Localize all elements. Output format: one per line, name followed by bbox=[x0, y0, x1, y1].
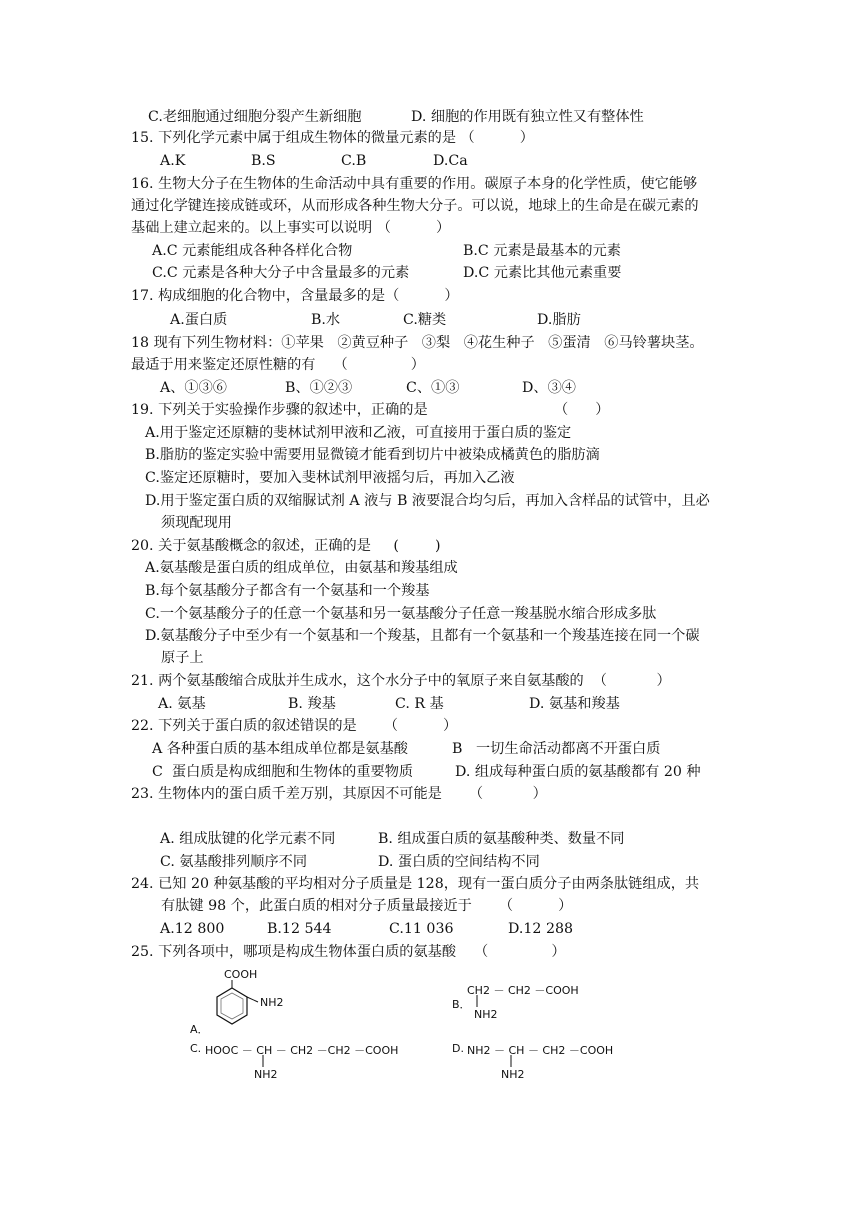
q25-b-label: B． bbox=[452, 998, 471, 1011]
q14-option-d: D. 细胞的作用既有独立性又有整体性 bbox=[411, 109, 644, 125]
q20-option-d: D.氨基酸分子中至少有一个氨基和一个羧基，且都有一个氨基和一个羧基连接在同一个碳 bbox=[145, 628, 700, 644]
q25-a-label: A． bbox=[190, 1023, 209, 1036]
q16-option-a: A.C 元素能组成各种各样化合物 bbox=[152, 243, 353, 259]
q19-option-d: D.用于鉴定蛋白质的双缩脲试剂 A 液与 B 液要混合均匀后，再加入含样品的试管中，且必 bbox=[145, 493, 710, 509]
q25-a-nh2: NH2 bbox=[260, 996, 284, 1009]
q18-line-2: 最适于用来鉴定还原性糖的有 （ ） bbox=[131, 357, 425, 373]
q22-option-a: A 各种蛋白质的基本组成单位都是氨基酸 bbox=[152, 741, 408, 757]
q16-option-d: D.C 元素比其他元素重要 bbox=[463, 265, 622, 281]
q24-option-c: C.11 036 bbox=[389, 921, 454, 937]
q25-b-chain: CH2 － CH2 －COOH bbox=[467, 984, 579, 997]
q20-option-c: C.一个氨基酸分子的任意一个氨基和另一氨基酸分子任意一羧基脱水缩合形成多肽 bbox=[145, 606, 657, 622]
benzene-ring-icon bbox=[200, 975, 270, 1035]
q25-c-label: C. bbox=[190, 1042, 205, 1055]
q21-option-a: A. 氨基 bbox=[158, 696, 206, 712]
q15-option-a: A.K bbox=[160, 153, 186, 169]
q25-c-chain: HOOC － CH － CH2 －CH2 －COOH bbox=[205, 1044, 399, 1057]
q25-b-bond bbox=[474, 995, 480, 1009]
q19-option-a: A.用于鉴定还原糖的斐林试剂甲液和乙液，可直接用于蛋白质的鉴定 bbox=[145, 425, 572, 441]
q23-option-c: C. 氨基酸排列顺序不同 bbox=[160, 854, 308, 870]
q25-stem: 25. 下列各项中，哪项是构成生物体蛋白质的氨基酸 （ ） bbox=[131, 944, 566, 960]
q25-a-cooh: COOH bbox=[224, 968, 258, 981]
q15-option-d: D.Ca bbox=[433, 153, 468, 169]
q25-c-bond bbox=[260, 1055, 266, 1069]
q14-option-c: C.老细胞通过细胞分裂产生新细胞 bbox=[148, 109, 362, 125]
q16-option-b: B.C 元素是最基本的元素 bbox=[463, 243, 621, 259]
q16-line-1: 16. 生物大分子在生物体的生命活动中具有重要的作用。碳原子本身的化学性质，使它能够 bbox=[131, 176, 698, 192]
q21-option-c: C. R 基 bbox=[395, 696, 444, 712]
q17-option-c: C.糖类 bbox=[403, 312, 447, 328]
q19-option-b: B.脂肪的鉴定实验中需要用显微镜才能看到切片中被染成橘黄色的脂肪滴 bbox=[145, 447, 600, 463]
q20-option-d-cont: 原子上 bbox=[161, 650, 204, 666]
q23-option-a: A. 组成肽键的化学元素不同 bbox=[160, 831, 336, 847]
q21-option-b: B. 羧基 bbox=[288, 696, 336, 712]
q19-option-d-cont: 须现配现用 bbox=[161, 515, 232, 531]
q24-option-a: A.12 800 bbox=[160, 921, 225, 937]
q16-option-c: C.C 元素是各种大分子中含量最多的元素 bbox=[152, 265, 410, 281]
q20-option-b: B.每个氨基酸分子都含有一个氨基和一个羧基 bbox=[145, 583, 430, 599]
q24-line-2: 有肽键 98 个，此蛋白质的相对分子质量最接近于 （ ） bbox=[161, 898, 573, 914]
q18-option-a: A、①③⑥ bbox=[160, 380, 227, 396]
q25-d-label: D. bbox=[452, 1042, 468, 1055]
q22-option-d: D. 组成每种蛋白质的氨基酸都有 20 种 bbox=[455, 764, 701, 780]
q25-d-bond bbox=[508, 1055, 514, 1069]
q21-option-d: D. 氨基和羧基 bbox=[529, 696, 620, 712]
q23-option-d: D. 蛋白质的空间结构不同 bbox=[378, 854, 540, 870]
q18-option-c: C、①③ bbox=[406, 380, 460, 396]
q15-option-c: C.B bbox=[341, 153, 367, 169]
q15-stem: 15. 下列化学元素中属于组成生物体的微量元素的是 （ ） bbox=[131, 130, 534, 146]
q19-option-c: C.鉴定还原糖时，要加入斐林试剂甲液摇匀后，再加入乙液 bbox=[145, 470, 515, 486]
q21-stem: 21. 两个氨基酸缩合成肽并生成水，这个水分子中的氧原子来自氨基酸的 （ ） bbox=[131, 673, 671, 689]
q24-line-1: 24. 已知 20 种氨基酸的平均相对分子质量是 128，现有一蛋白质分子由两条肽链组成，共 bbox=[131, 876, 700, 892]
q17-option-b: B.水 bbox=[311, 312, 341, 328]
q17-option-d: D.脂肪 bbox=[537, 312, 581, 328]
q25-c-nh2: NH2 bbox=[254, 1068, 278, 1081]
q20-option-a: A.氨基酸是蛋白质的组成单位，由氨基和羧基组成 bbox=[145, 560, 458, 576]
q15-option-b: B.S bbox=[251, 153, 276, 169]
q24-option-d: D.12 288 bbox=[508, 921, 574, 937]
q18-option-b: B、①②③ bbox=[285, 380, 353, 396]
q22-option-c: C 蛋白质是构成细胞和生物体的重要物质 bbox=[152, 764, 414, 780]
q16-line-3: 基础上建立起来的。以上事实可以说明 （ ） bbox=[131, 220, 451, 236]
q19-stem: 19. 下列关于实验操作步骤的叙述中，正确的是 bbox=[131, 402, 428, 418]
q17-option-a: A.蛋白质 bbox=[170, 312, 228, 328]
q19-answer-paren: （ ） bbox=[554, 402, 610, 418]
q16-line-2: 通过化学键连接成链或环，从而形成各种生物大分子。可以说，地球上的生命是在碳元素的 bbox=[131, 198, 699, 214]
q24-option-b: B.12 544 bbox=[267, 921, 332, 937]
q23-stem: 23. 生物体内的蛋白质千差万别，其原因不可能是 （ ） bbox=[131, 786, 547, 802]
q25-d-chain: NH2 － CH － CH2 －COOH bbox=[467, 1044, 614, 1057]
q20-stem: 20. 关于氨基酸概念的叙述，正确的是 ( ) bbox=[131, 538, 441, 554]
q25-b-nh2: NH2 bbox=[474, 1008, 498, 1021]
q22-stem: 22. 下列关于蛋白质的叙述错误的是 （ ） bbox=[131, 718, 458, 734]
q23-option-b: B. 组成蛋白质的氨基酸种类、数量不同 bbox=[378, 831, 625, 847]
q25-d-nh2: NH2 bbox=[501, 1068, 525, 1081]
q22-option-b: B 一切生命活动都离不开蛋白质 bbox=[452, 741, 661, 757]
q18-line-1: 18 现有下列生物材料：①苹果 ②黄豆种子 ③梨 ④花生种子 ⑤蛋清 ⑥马铃薯块茎。 bbox=[131, 335, 704, 351]
q17-stem: 17. 构成细胞的化合物中，含量最多的是（ ） bbox=[131, 288, 459, 304]
q18-option-d: D、③④ bbox=[522, 380, 576, 396]
